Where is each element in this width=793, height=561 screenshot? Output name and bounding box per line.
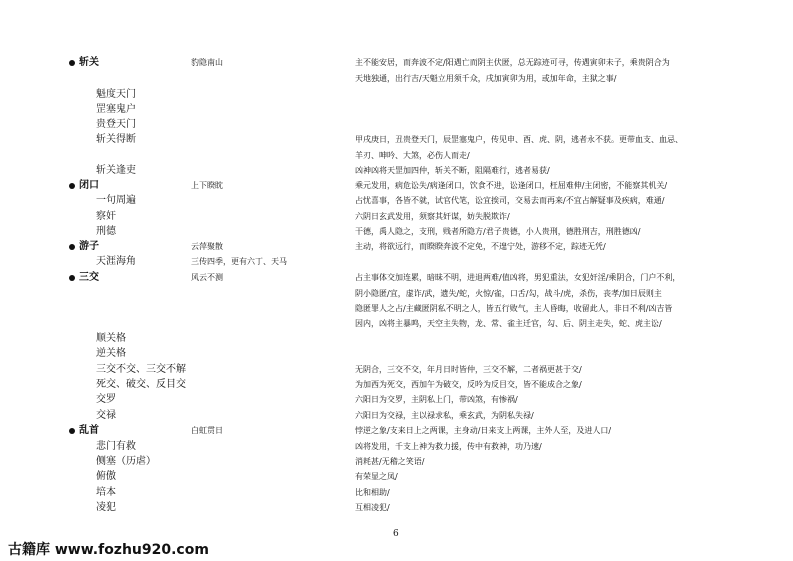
term-label: 俯傲 [96, 471, 116, 482]
entry-row [0, 164, 793, 178]
description-text: 有荣显之凤/ [355, 472, 398, 481]
term-label: 斩关得断 [96, 134, 136, 145]
description-text: 互相凌犯/ [355, 503, 390, 512]
section-heading-row [0, 424, 793, 438]
term-label: 交禄 [96, 410, 116, 421]
page-number: 6 [393, 529, 399, 539]
entry-row [0, 194, 793, 208]
description-text: 悖逆之象/支来日上之两课，主身动/日来支上两课，主外人至，及进人口/ [355, 426, 612, 435]
entry-row [0, 88, 793, 102]
term-label: 悲门有救 [96, 441, 136, 452]
entry-row [0, 409, 793, 423]
description-text: 占忧喜事，各皆不就，试官代笔，讼宜挨司，交易去而再来/不宜占解疑事及疾病，难通/ [355, 196, 665, 205]
term-label: 交罗 [96, 394, 116, 405]
description-text: 因内，凶将主暴鸣，天空主失物，龙、常、雀主迁官，勾、后、阴主走失，蛇、虎主讼/ [355, 319, 662, 328]
term-label: 培本 [96, 487, 116, 498]
term-label: 三交 [79, 272, 99, 283]
term-label: 三交不交、三交不解 [96, 364, 186, 375]
term-label: 天涯海角 [96, 256, 136, 267]
term-label: 斩关逢吏 [96, 165, 136, 176]
description-text: 乘元发用，病危讼失/病逢闭口，饮食不进，讼逢闭口，枉屈难伸/主闭密，不能察其机关/ [355, 181, 668, 190]
section-heading-row [0, 271, 793, 285]
description-text: 六阳日为交禄，主以禄求私，乘玄武，为阴私失禄/ [355, 411, 534, 420]
alias-label: 白虹贯日 [191, 426, 223, 435]
description-text: 占主事体交加连累，暗昧不明，进退两难/值凶将，男犯重法，女犯奸淫/乘阴合，门户不利， [355, 273, 681, 282]
term-label: 乱首 [79, 425, 99, 436]
alias-label: 上下睽眈 [191, 181, 223, 190]
description-text: 消耗甚/无稽之笑语/ [355, 457, 425, 466]
entry-row [0, 393, 793, 407]
entry-row [0, 225, 793, 239]
term-label: 贵登天门 [96, 119, 136, 130]
term-label: 一句周遍 [96, 195, 136, 206]
entry-row [0, 133, 793, 147]
entry-row [0, 332, 793, 346]
entry-row [0, 347, 793, 361]
alias-label: 三传四季，更有六丁、天马 [191, 257, 287, 266]
description-text: 天地独通，出行吉/天魁立用须千众，戌加寅卯为用，或加年命，主狱之事/ [355, 74, 617, 83]
entry-row [0, 440, 793, 454]
description-text: 凶将发用，千支上神为救力援，传中有救神，功乃速/ [355, 442, 542, 451]
entry-row [0, 363, 793, 377]
description-text: 隐匿罪人之占/主藏匿阴私不明之人，皆五行败气，主人昏晦，收留此人，非日不利/凶吉皆 [355, 304, 673, 313]
description-text: 无阴合，三交不交，年月日时皆仲，三交不解，二者祸更甚于交/ [355, 365, 582, 374]
entry-row [0, 470, 793, 484]
entry-row [0, 486, 793, 500]
entry-row [0, 317, 793, 331]
term-label: 罡塞鬼户 [96, 104, 136, 115]
description-text: 阴小隐匿/宜，虚诈/武，遗失/蛇，火惊/雀，口舌/勾，战斗/虎，杀伤，丧孝/加日辰则主 [355, 289, 662, 298]
description-text: 六阳日为交罗，主阴私上门，带凶煞，有惨祸/ [355, 395, 518, 404]
alias-label: 风云不测 [191, 273, 223, 282]
bullet-icon [69, 60, 75, 66]
entry-row [0, 455, 793, 469]
description-text: 为加西为死交，西加午为破交，反吟为反目交，皆不能成合之象/ [355, 380, 582, 389]
term-label: 顺关格 [96, 333, 126, 344]
term-label: 死交、破交、反目交 [96, 379, 186, 390]
description-text: 干德，禹人隐之，支刑，贱者所隐方/君子贵德，小人贵刑，德胜刑吉，刑胜德凶/ [355, 227, 641, 236]
section-heading-row [0, 56, 793, 70]
term-label: 魁度天门 [96, 89, 136, 100]
description-text: 六阴日玄武发用，须察其奸谋，妨失脱欺诈/ [355, 212, 510, 221]
bullet-icon [69, 183, 75, 189]
entry-row [0, 118, 793, 132]
alias-label: 云萍聚散 [191, 242, 223, 251]
term-label: 察奸 [96, 211, 116, 222]
bullet-icon [69, 275, 75, 281]
site-watermark: 古籍库 www.fozhu920.com [8, 542, 209, 558]
term-label: 侧塞（历虐） [96, 456, 156, 467]
section-heading-row [0, 179, 793, 193]
description-text: 凶神凶将天罡加四仲，斩关不断，阻隔难行，逃者易获/ [355, 166, 550, 175]
bullet-icon [69, 428, 75, 434]
description-text: 主动，将欲远行，而睽睽奔波不定免，不遑宁处，游移不定，踪迹无凭/ [355, 242, 606, 251]
alias-label: 豹隐南山 [191, 58, 223, 67]
term-label: 游子 [79, 241, 99, 252]
description-text: 羊刃、呻吟、大煞，必伤人而走/ [355, 151, 470, 160]
term-label: 凌犯 [96, 502, 116, 513]
description-text: 甲戌庚日，丑贵登天门，辰罡塞鬼户，传见申、酉、虎、阴，逃者永不获。更带血支、血忌、 [355, 135, 683, 144]
term-label: 闭口 [79, 180, 99, 191]
entry-row [0, 255, 793, 269]
entry-row [0, 378, 793, 392]
term-label: 斩关 [79, 57, 99, 68]
entry-row [0, 149, 793, 163]
description-text: 主不能安居，而奔波不定/阳遇亡而阴主伏匿，总无踪迹可寻，传遇寅卯未子，乘贵阴合为 [355, 58, 670, 67]
entry-row [0, 72, 793, 86]
entry-row [0, 287, 793, 301]
description-text: 比和相助/ [355, 488, 390, 497]
entry-row [0, 210, 793, 224]
entry-row [0, 302, 793, 316]
term-label: 刑德 [96, 226, 116, 237]
term-label: 逆关格 [96, 348, 126, 359]
section-heading-row [0, 240, 793, 254]
entry-row [0, 103, 793, 117]
bullet-icon [69, 244, 75, 250]
entry-row [0, 501, 793, 515]
